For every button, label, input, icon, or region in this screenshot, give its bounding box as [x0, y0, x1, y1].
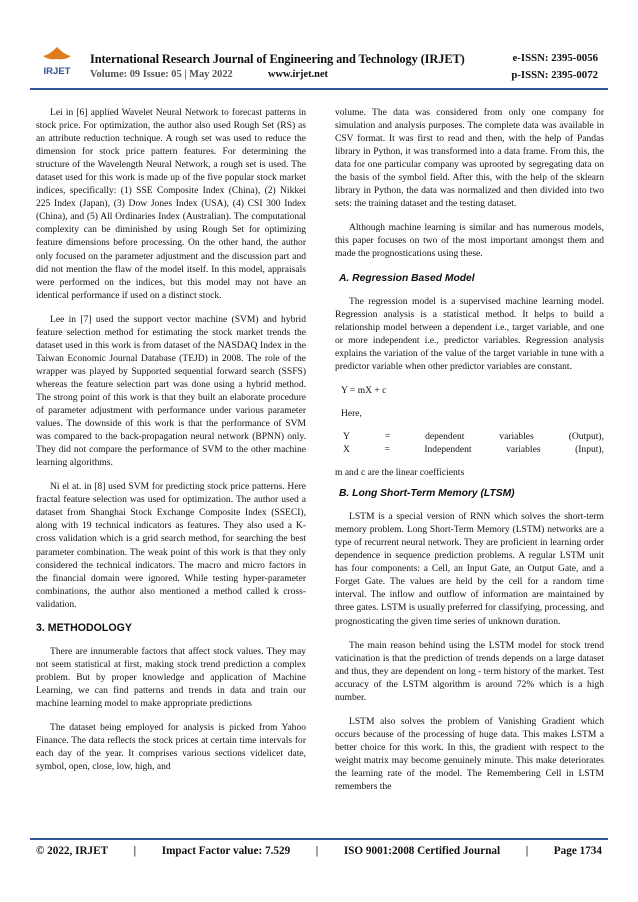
e-issn: e-ISSN: 2395-0056: [512, 52, 598, 64]
paragraph-factors: There are innumerable factors that affect stock values. They may not seem statistical at first, making stock trend prediction a complex problem. But by proper knowledge and application of Machine Learning, we can find patterns and trends in data and train our machine learning model to make appropriate predictions: [36, 645, 306, 709]
paragraph-lei: Lei in [6] applied Wavelet Neural Network to forecast patterns in stock price. For optimization, the author also used Rough Set (RS) as an attribute reduction technique. A rough set was used to reduce the dimension for stock price pattern features. For determining the structure of the Wavelength Neural Network, a rough set is used. The dataset used for this work is made up of the five popular stock market indices, specifically: (1) SSE Composite Index (China), (2) Nikkei 225 Index (Japan), (3) Dow Jones Index (USA), (4) CSI 300 Index (China), and (5) All Ordinaries Index (Australian). The computational complexity can be diminished by using Rough Set for optimizing feature dimensions before processing. On the other hand, the author only focused on the parameter adjustment and the discussion part and did not mention the flaw of the model itself. In this model, appraisals were performed on the indices, but this model may not have an identical performance if used on a distinct stock.: [36, 107, 306, 301]
subsection-regression: A. Regression Based Model: [339, 272, 475, 284]
equation: Y = mX + c: [341, 384, 387, 396]
copyright: © 2022, IRJET: [36, 845, 109, 857]
var-symbol: X: [343, 443, 350, 455]
footer-rule: [30, 838, 608, 840]
variable-row-y: [343, 430, 604, 443]
var-word: variables: [506, 443, 541, 455]
paragraph-ni: Ni el at. in [8] used SVM for predicting stock price patterns. Here fractal feature selection was used for optimization. The author used a dataset from Shanghai Stock Exchange Composite Index (SSECI), along with 19 technical indicators as features. They also used a K-cross validation which is a grid search method, for searching the best parameter combination. The weak point of this work is that they only considered the technical indicators. The macro and micro factors in the financial domain were ignored. While testing hyper-parameter combinations, the author also mentioned a method called k cross-validation.: [36, 481, 306, 610]
journal-title: International Research Journal of Engineering and Technology (IRJET): [90, 52, 465, 66]
var-symbol: Y: [343, 430, 350, 442]
subsection-lstm: B. Long Short-Term Memory (LTSM): [339, 488, 515, 500]
left-column: [36, 106, 306, 784]
paragraph-lstm-reason: The main reason behind using the LSTM model for stock trend vaticination is that the prediction of trends depends on a large dataset and thus, they are dependent on long - term history of the market. Test accuracy of the LSTM algorithm is around 72% which is a high number.: [335, 639, 604, 703]
coefficients-note: m and c are the linear coefficients: [335, 467, 465, 479]
paragraph-vanishing-gradient: LSTM also solves the problem of Vanishing Gradient which occurs because of the processing of huge data. This makes LSTM a better choice for this work. In this, the gradient with respect to the weight matrix may become genuinely minute. This make deteriorates the learning rate of the model. The Remembering Cell in LSTM remembers the: [335, 715, 604, 793]
var-word: dependent: [425, 430, 465, 442]
footer-separator: |: [525, 845, 529, 857]
var-word: Independent: [424, 443, 472, 455]
var-equals: =: [384, 430, 391, 442]
volume-issue: Volume: 09 Issue: 05 | May 2022: [90, 69, 233, 80]
paragraph-regression: The regression model is a supervised machine learning model. Regression analysis is a statistical method. It helps to build a relationship model between a dependent i.e., target variable, and one or more independent i.e., predictor variables. Regression analysis explains the variation of the value of the target variable in tune with a predictor variable when other predictor variables are constant.: [335, 295, 604, 372]
var-role: (Input),: [575, 443, 604, 455]
section-heading-methodology: 3. METHODOLOGY: [36, 621, 132, 634]
footer-separator: |: [315, 845, 319, 857]
paragraph-lee: Lee in [7] used the support vector machine (SVM) and hybrid feature selection method for estimating the stock market trends the dataset used in this work is from dataset of the NASDAQ Index in the Taiwan Economic Journal Database (TEJD) in 2008. The role of the wrapper was played by Supported sequential forward search (SSFS) whereas the feature selection part was done using a hybrid method. The strong point of this work is that they built an elaborate procedure of parameter adjustment with performance under various parameter values. The downside of this work is that the performance of SVM was compared to the back-propagation neural network (BPNN) only. They did not compare the performance of SVM to the other machine learning algorithms.: [36, 313, 306, 469]
paragraph-lstm: LSTM is a special version of RNN which solves the short-term memory problem. Long Short-Term Memory (LSTM) networks are a type of recurrent neural network. They are proficient in learning order dependence in sequence prediction problems. A regular LSTM unit has four components: a Cell, an Input Gate, an Output Gate, and a Forget Gate. The values are held by the cell for a random time interval. The inflow and outflow of information are maintained by three gates. LSTM is usually preferred for classifying, processing, and prognosticating the given time series of unknown duration.: [335, 511, 604, 627]
page-header: [0, 0, 638, 92]
var-word: variables: [499, 430, 534, 442]
impact-factor: Impact Factor value: 7.529: [161, 845, 291, 857]
irjet-logo-icon: [40, 46, 74, 78]
header-rule: [30, 88, 608, 90]
paragraph-models: Although machine learning is similar and has numerous models, this paper focuses on two of the most important amongst them and made the prognostications using these.: [335, 222, 604, 260]
iso-certification: ISO 9001:2008 Certified Journal: [343, 845, 501, 857]
paragraph-dataset: The dataset being employed for analysis is picked from Yahoo Finance. The data reflects the stock prices at certain time intervals for each day of the year. It comprises various sections videlicet date, symbol, open, close, low, high, and: [36, 722, 306, 773]
var-role: (Output),: [568, 430, 604, 442]
right-column: [335, 106, 604, 804]
var-equals: =: [384, 443, 390, 455]
page-footer: [36, 845, 602, 857]
here-label: Here,: [341, 407, 362, 419]
paragraph-volume: volume. The data was considered from only one company for simulation and analysis purposes. The complete data was available in CSV format. It was first to read and then, with the help of Pandas library in Python, it was transformed into a data frame. From this, the data for one particular company was uprooted by segregating data on the basis of the symbol field. After this, with the help of the sklearn library in Python, the data was normalized and then divided into two sets: the training dataset and the testing dataset.: [335, 107, 604, 210]
footer-separator: |: [133, 845, 137, 857]
journal-website: www.irjet.net: [268, 69, 329, 80]
svg-text:IRJET: IRJET: [43, 66, 71, 77]
variable-row-x: [343, 443, 604, 456]
p-issn: p-ISSN: 2395-0072: [511, 69, 598, 81]
page-number: Page 1734: [553, 845, 602, 857]
